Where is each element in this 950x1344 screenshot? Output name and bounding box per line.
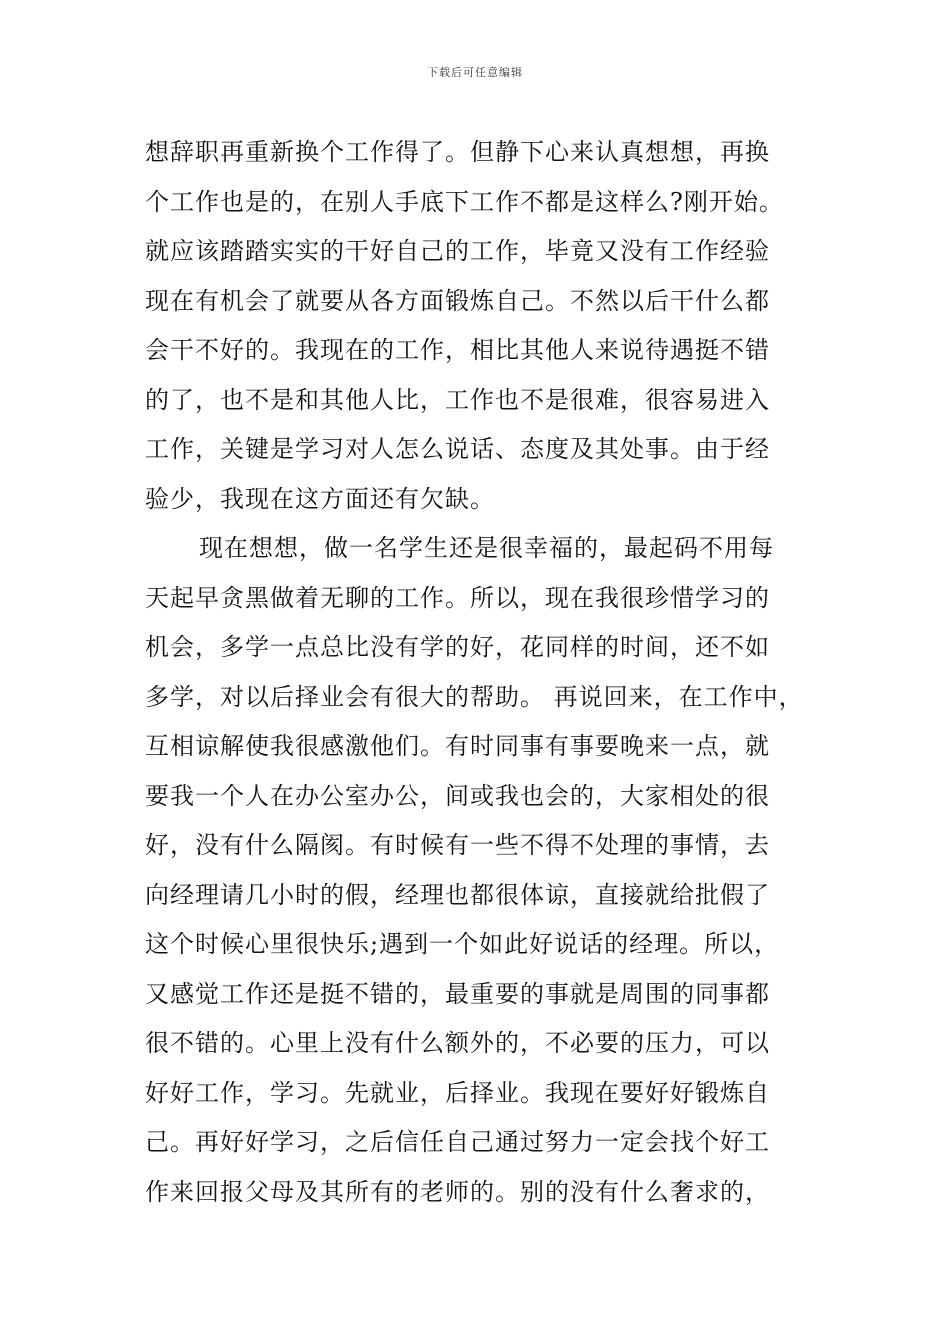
text-line: 己。再好好学习，之后信任自己通过努力一定会找个好工 [145, 1128, 770, 1156]
text-line: 很不错的。心里上没有什么额外的，不必要的压力，可以 [145, 1029, 770, 1057]
text-line: 天起早贪黑做着无聊的工作。所以，现在我很珍惜学习的 [145, 583, 770, 612]
text-line: 个工作也是的，在别人手底下工作不都是这样么?刚开始。 [145, 187, 784, 216]
text-line: 好好工作，学习。先就业，后择业。我现在要好好锻炼自 [145, 1078, 770, 1107]
text-line: 工作，关键是学习对人怎么说话、态度及其处事。由于经 [145, 435, 770, 463]
text-line: 就应该踏踏实实的干好自己的工作，毕竟又没有工作经验 [145, 237, 770, 265]
text-line: 作来回报父母及其所有的老师的。别的没有什么奢求的， [145, 1177, 770, 1206]
text-line: 想辞职再重新换个工作得了。但静下心来认真想想，再换 [145, 138, 770, 166]
document-body [145, 128, 845, 1217]
text-line: 互相谅解使我很感激他们。有时同事有事要晚来一点，就 [145, 732, 770, 760]
text-line: 多学，对以后择业会有很大的帮助。 再说回来，在工作中， [145, 682, 804, 711]
header-note: 下载后可任意编辑 [427, 66, 523, 79]
text-line: 会干不好的。我现在的工作，相比其他人来说待遇挺不错 [145, 336, 770, 364]
text-line: 又感觉工作还是挺不错的，最重要的事就是周围的同事都 [145, 979, 770, 1008]
text-line: 验少，我现在这方面还有欠缺。 [145, 484, 495, 513]
text-line: 机会，多学一点总比没有学的好，花同样的时间，还不如 [145, 633, 770, 661]
text-line: 向经理请几小时的假，经理也都很体谅，直接就给批假了 [145, 880, 770, 909]
text-line: 这个时候心里很快乐;遇到一个如此好说话的经理。所以， [145, 930, 780, 958]
text-line: 的了，也不是和其他人比，工作也不是很难，很容易进入 [145, 385, 770, 414]
text-line: 现在想想，做一名学生还是很幸福的，最起码不用每 [199, 534, 774, 562]
text-line: 好，没有什么隔阂。有时候有一些不得不处理的事情，去 [145, 831, 770, 859]
text-line: 现在有机会了就要从各方面锻炼自己。不然以后干什么都 [145, 286, 770, 315]
text-line: 要我一个人在办公室办公，间或我也会的，大家相处的很 [145, 781, 770, 810]
